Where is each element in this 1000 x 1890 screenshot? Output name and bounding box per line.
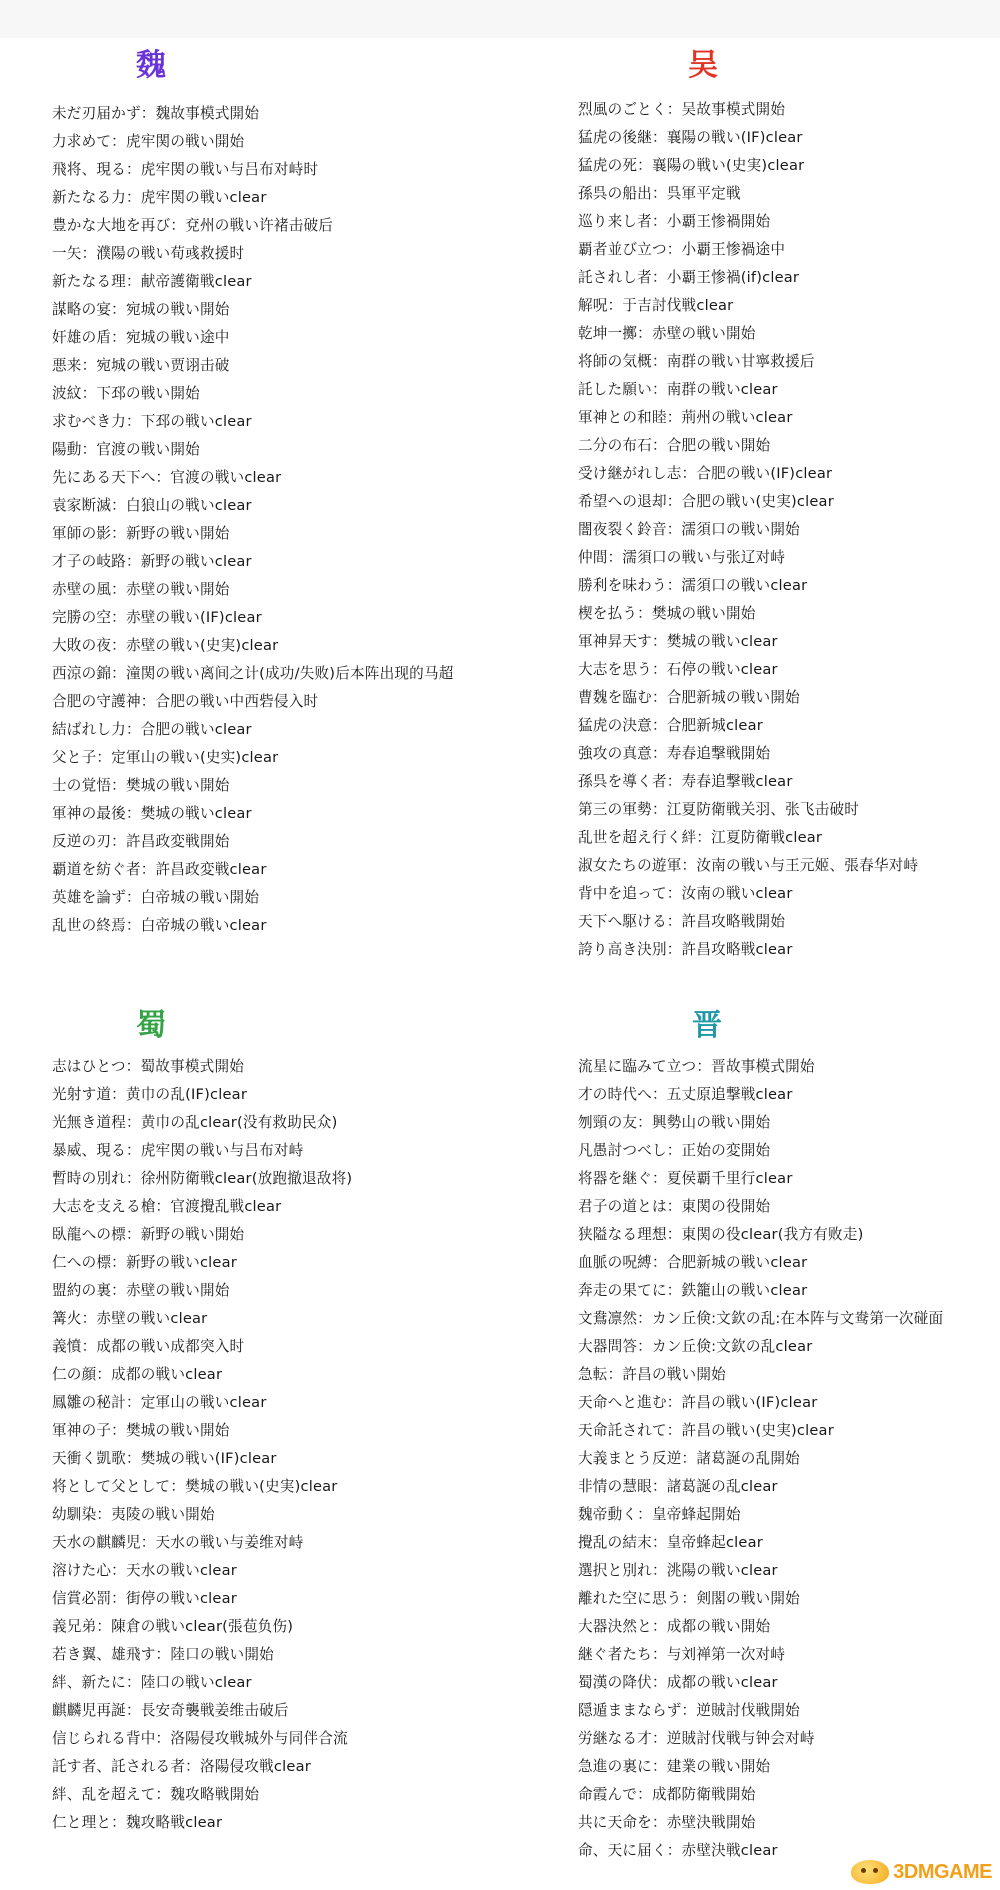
list-item: 乾坤一擲：赤壁の戦い開始	[578, 325, 756, 342]
list-item: 若き翼、雄飛す：陸口の戦い開始	[52, 1646, 274, 1663]
list-item: 将器を継ぐ：夏侯覇千里行clear	[578, 1170, 793, 1187]
list-item: 才の時代へ：五丈原追撃戦clear	[578, 1086, 793, 1103]
list-item: 非情の慧眼：諸葛誕の乱clear	[578, 1478, 778, 1495]
section-title-jin: 晋	[692, 1008, 722, 1043]
list-item: 覇道を紡ぐ者：許昌政変戦clear	[52, 861, 267, 878]
list-item: 巡り来し者：小覇王惨禍開始	[578, 213, 771, 230]
list-item: 求むべき力：下邳の戦いclear	[52, 413, 252, 430]
section-title-wei: 魏	[136, 48, 166, 83]
list-item: 楔を払う：樊城の戦い開始	[578, 605, 756, 622]
list-item: 大器決然と：成都の戦い開始	[578, 1618, 771, 1635]
watermark-text: 3DMGAME	[893, 1860, 992, 1883]
list-item: 奔走の果てに：鉄籠山の戦いclear	[578, 1282, 808, 1299]
achievement-list-shu	[52, 1053, 352, 1837]
list-item: 軍神昇天す：樊城の戦いclear	[578, 633, 778, 650]
list-item: 離れた空に思う：剣閣の戦い開始	[578, 1590, 800, 1607]
list-item: 新たなる理：献帝護衛戦clear	[52, 273, 252, 290]
list-item: 君子の道とは：東関の役開始	[578, 1198, 771, 1215]
list-item: 孫呉を導く者：寿春追撃戦clear	[578, 773, 793, 790]
list-item: 受け継がれし志：合肥の戦い(IF)clear	[578, 465, 833, 482]
list-item: 天水の麒麟児：天水の戦い与姜维对峙	[52, 1534, 304, 1551]
list-item: 仲間：濡須口の戦い与张辽对峙	[578, 549, 786, 566]
list-item: 血脈の呪縛：合肥新城の戦いclear	[578, 1254, 808, 1271]
list-item: 蜀漢の降伏：成都の戦いclear	[578, 1674, 778, 1691]
list-item: 第三の軍勢：江夏防衛戦关羽、张飞击破时	[578, 801, 860, 818]
list-item: 一矢：濮陽の戦い荀彧救援时	[52, 245, 245, 262]
list-item: 隠遁ままならず：逆賊討伐戦開始	[578, 1702, 800, 1719]
list-item: 背中を追って：汝南の戦いclear	[578, 885, 793, 902]
list-item: 志はひとつ：蜀故事模式開始	[52, 1058, 245, 1075]
list-item: 光無き道程：黄巾の乱clear(没有救助民众)	[52, 1114, 338, 1131]
list-item: 義憤：成都の戦い成都突入时	[52, 1338, 245, 1355]
list-item: 信賞必罰：街停の戦いclear	[52, 1590, 237, 1607]
list-item: 覇者並び立つ：小覇王惨禍途中	[578, 241, 786, 258]
list-item: 光射す道：黄巾の乱(IF)clear	[52, 1086, 248, 1103]
list-item: 狭隘なる理想：東関の役clear(我方有败走)	[578, 1226, 864, 1243]
list-item: 暴威、現る：虎牢関の戦い与吕布对峙	[52, 1142, 304, 1159]
list-item: 大義まとう反逆：諸葛誕の乱開始	[578, 1450, 800, 1467]
list-item: 鳳雛の秘計：定軍山の戦いclear	[52, 1394, 267, 1411]
list-item: 臥龍への標：新野の戦い開始	[52, 1226, 245, 1243]
list-item: 軍師の影：新野の戦い開始	[52, 525, 230, 542]
list-item: 大敗の夜：赤壁の戦い(史実)clear	[52, 637, 279, 654]
list-item: 託す者、託される者：洛陽侵攻戦clear	[52, 1758, 311, 1775]
list-item: 軍神の子：樊城の戦い開始	[52, 1422, 230, 1439]
list-item: 流星に臨みて立つ：晋故事模式開始	[578, 1058, 815, 1075]
list-item: 力求めて：虎牢関の戦い開始	[52, 133, 245, 150]
list-item: 合肥の守護神：合肥の戦い中西砦侵入时	[52, 693, 319, 710]
list-item: 父と子：定軍山の戦い(史实)clear	[52, 749, 279, 766]
achievement-list-wu	[578, 96, 918, 964]
list-item: 凡愚討つべし：正始の変開始	[578, 1142, 771, 1159]
list-item: 託されし者：小覇王惨禍(if)clear	[578, 269, 800, 286]
list-item: 絆、乱を超えて：魏攻略戦開始	[52, 1786, 260, 1803]
list-item: 猛虎の後継：襄陽の戦い(IF)clear	[578, 129, 803, 146]
list-item: 英雄を論ず：白帝城の戦い開始	[52, 889, 260, 906]
list-item: 誇り高き決別：許昌攻略戦clear	[578, 941, 793, 958]
list-item: 仁と理と：魏攻略戦clear	[52, 1814, 223, 1831]
list-item: 大志を支える槍：官渡攪乱戦clear	[52, 1198, 282, 1215]
list-item: 命霞んで：成都防衛戦開始	[578, 1786, 756, 1803]
list-item: 労継なる才：逆賊討伐戦与钟会对峙	[578, 1730, 815, 1747]
mascot-logo-icon	[851, 1860, 889, 1884]
list-item: 軍神の最後：樊城の戦いclear	[52, 805, 252, 822]
list-item: 盟約の裏：赤壁の戦い開始	[52, 1282, 230, 1299]
achievement-list-wei	[52, 100, 454, 940]
list-item: 選択と別れ：洮陽の戦いclear	[578, 1562, 778, 1579]
list-item: 猛虎の決意：合肥新城clear	[578, 717, 763, 734]
list-item: 急転：許昌の戦い開始	[578, 1366, 726, 1383]
list-item: 継ぐ者たち：与刘禅第一次对峙	[578, 1646, 786, 1663]
list-item: 篝火：赤壁の戦いclear	[52, 1310, 208, 1327]
list-item: 闇夜裂く鈴音：濡須口の戦い開始	[578, 521, 800, 538]
list-item: 大器問答：カン丘倹:文欽の乱clear	[578, 1338, 813, 1355]
list-item: 義兄弟：陳倉の戦いclear(張苞负伤)	[52, 1618, 294, 1635]
list-item: 急進の裏に：建業の戦い開始	[578, 1758, 771, 1775]
list-item: 士の覚悟：樊城の戦い開始	[52, 777, 230, 794]
list-item: 飛将、現る：虎牢関の戦い与吕布对峙时	[52, 161, 319, 178]
list-item: 豊かな大地を再び：兗州の戦い许褚击破后	[52, 217, 334, 234]
list-item: 天衝く凱歌：樊城の戦い(IF)clear	[52, 1450, 277, 1467]
list-item: 溶けた心：天水の戦いclear	[52, 1562, 237, 1579]
list-item: 乱世を超え行く絆：江夏防衛戦clear	[578, 829, 823, 846]
list-item: 解呪：于吉討伐戦clear	[578, 297, 734, 314]
list-item: 軍神との和睦：荊州の戦いclear	[578, 409, 793, 426]
list-item: 孫呉の船出：呉軍平定戦	[578, 185, 741, 202]
list-item: 乱世の終焉：白帝城の戦いclear	[52, 917, 267, 934]
list-item: 奸雄の盾：宛城の戦い途中	[52, 329, 230, 346]
list-item: 共に天命を：赤壁決戦開始	[578, 1814, 756, 1831]
watermark	[851, 1860, 992, 1884]
list-item: 陽動：官渡の戦い開始	[52, 441, 200, 458]
list-item: 未だ刃届かず：魏故事模式開始	[52, 105, 260, 122]
list-item: 謀略の宴：宛城の戦い開始	[52, 301, 230, 318]
list-item: 麒麟児再誕：長安奇襲戦姜维击破后	[52, 1702, 289, 1719]
list-item: 才子の岐路：新野の戦いclear	[52, 553, 252, 570]
list-item: 猛虎の死：襄陽の戦い(史実)clear	[578, 157, 805, 174]
list-item: 攪乱の結末：皇帝蜂起clear	[578, 1534, 763, 1551]
section-title-wu: 吴	[688, 48, 718, 83]
list-item: 勝利を味わう：濡須口の戦いclear	[578, 577, 808, 594]
list-item: 文鴦凛然：カン丘倹:文欽の乱:在本阵与文鸯第一次碰面	[578, 1310, 944, 1327]
list-item: 信じられる背中：洛陽侵攻戦城外与同伴合流	[52, 1730, 348, 1747]
list-item: 命、天に届く：赤壁決戦clear	[578, 1842, 778, 1859]
list-item: 曹魏を臨む：合肥新城の戦い開始	[578, 689, 800, 706]
list-item: 悪来：宛城の戦い贾诩击破	[52, 357, 230, 374]
top-band	[0, 0, 1000, 38]
list-item: 結ばれし力：合肥の戦いclear	[52, 721, 252, 738]
list-item: 大志を思う：石停の戦いclear	[578, 661, 778, 678]
achievement-list-jin	[578, 1053, 943, 1865]
list-item: 完勝の空：赤壁の戦い(IF)clear	[52, 609, 262, 626]
list-item: 仁への標：新野の戦いclear	[52, 1254, 237, 1271]
list-item: 烈風のごとく：吴故事模式開始	[578, 101, 786, 118]
section-title-shu: 蜀	[136, 1008, 166, 1043]
list-item: 将師の気概：南群の戦い甘寧救援后	[578, 353, 815, 370]
list-item: 強攻の真意：寿春追撃戦開始	[578, 745, 771, 762]
list-item: 仁の顔：成都の戦いclear	[52, 1366, 223, 1383]
list-item: 淑女たちの遊軍：汝南の戦い与王元姬、張春华对峙	[578, 857, 919, 874]
list-item: 反逆の刃：許昌政変戦開始	[52, 833, 230, 850]
list-item: 天命託されて：許昌の戦い(史実)clear	[578, 1422, 834, 1439]
list-item: 先にある天下へ：官渡の戦いclear	[52, 469, 282, 486]
list-item: 希望への退却：合肥の戦い(史実)clear	[578, 493, 834, 510]
list-item: 波紋：下邳の戦い開始	[52, 385, 200, 402]
list-item: 絆、新たに：陸口の戦いclear	[52, 1674, 252, 1691]
list-item: 袁家断滅：白狼山の戦いclear	[52, 497, 252, 514]
list-item: 魏帝動く：皇帝蜂起開始	[578, 1506, 741, 1523]
list-item: 西涼の錦：潼関の戦い离间之计(成功/失败)后本阵出现的马超	[52, 665, 454, 682]
list-item: 暫時の別れ：徐州防衛戦clear(放跑撤退敌将)	[52, 1170, 353, 1187]
list-item: 新たなる力：虎牢関の戦いclear	[52, 189, 267, 206]
list-item: 刎頸の友：興勢山の戦い開始	[578, 1114, 771, 1131]
list-item: 赤壁の風：赤壁の戦い開始	[52, 581, 230, 598]
list-item: 天下へ駆ける：許昌攻略戦開始	[578, 913, 786, 930]
list-item: 幼馴染：夷陵の戦い開始	[52, 1506, 215, 1523]
list-item: 天命へと進む：許昌の戦い(IF)clear	[578, 1394, 818, 1411]
list-item: 二分の布石：合肥の戦い開始	[578, 437, 771, 454]
list-item: 将として父として：樊城の戦い(史実)clear	[52, 1478, 338, 1495]
list-item: 託した願い：南群の戦いclear	[578, 381, 778, 398]
